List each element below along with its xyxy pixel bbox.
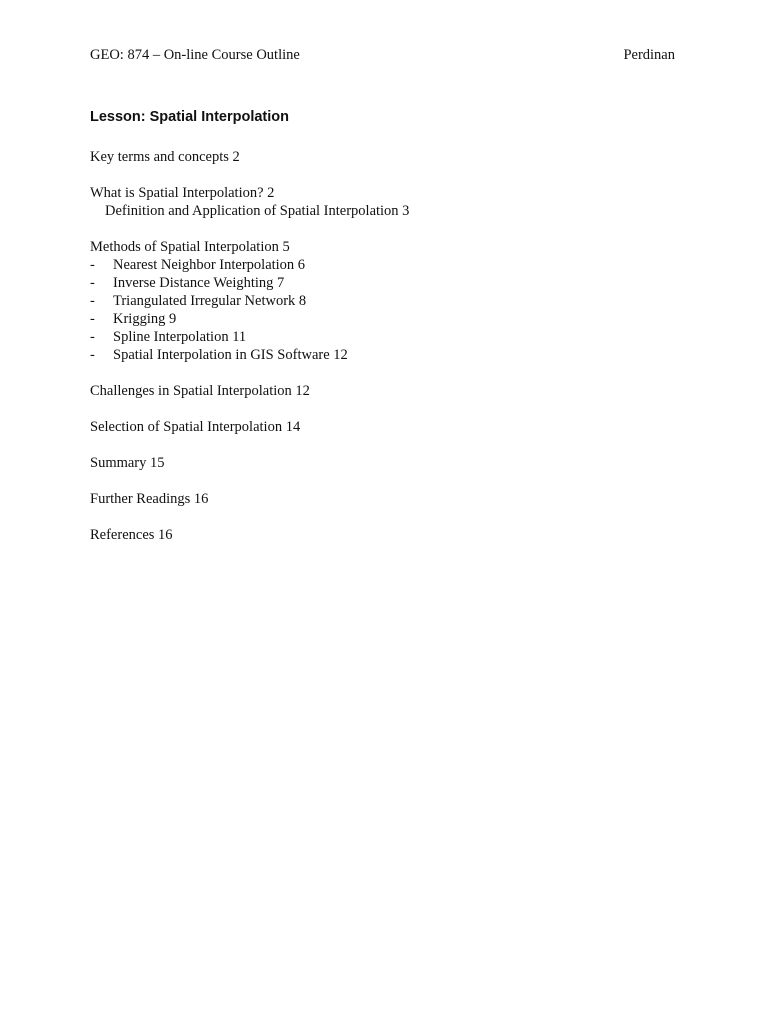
bullet-dash: - — [90, 293, 95, 309]
toc-section-what-is — [90, 184, 690, 220]
toc-method-item[interactable] — [90, 346, 690, 364]
toc-entry-further-readings[interactable]: Further Readings 16 — [90, 491, 209, 507]
toc-method-item[interactable] — [90, 292, 690, 310]
bullet-dash: - — [90, 347, 95, 363]
bullet-dash: - — [90, 275, 95, 291]
toc-entry-selection[interactable]: Selection of Spatial Interpolation 14 — [90, 419, 301, 435]
toc-method-item[interactable] — [90, 256, 690, 274]
toc-method-label: Nearest Neighbor Interpolation 6 — [113, 257, 306, 273]
course-header-text: GEO: 874 – On-line Course Outline — [90, 47, 300, 63]
toc-method-label: Inverse Distance Weighting 7 — [113, 275, 285, 291]
toc-entry-challenges[interactable]: Challenges in Spatial Interpolation 12 — [90, 383, 310, 399]
toc-method-item[interactable] — [90, 310, 690, 328]
toc-entry-methods[interactable]: Methods of Spatial Interpolation 5 — [90, 239, 290, 255]
toc-entry-key-terms[interactable]: Key terms and concepts 2 — [90, 149, 240, 165]
toc-section-references — [90, 526, 690, 544]
toc-section-summary — [90, 454, 690, 472]
toc-section-methods — [90, 238, 690, 364]
toc-entry-summary[interactable]: Summary 15 — [90, 455, 165, 471]
toc-entry-what-is[interactable]: What is Spatial Interpolation? 2 — [90, 185, 275, 201]
toc-method-label: Triangulated Irregular Network 8 — [113, 293, 307, 309]
toc-section-further-readings — [90, 490, 690, 508]
toc-section-selection — [90, 418, 690, 436]
bullet-dash: - — [90, 311, 95, 327]
toc-section-challenges — [90, 382, 690, 400]
toc-entry-definition[interactable]: Definition and Application of Spatial Interpolation 3 — [105, 203, 410, 219]
page-header — [90, 46, 675, 64]
toc-entry-references[interactable]: References 16 — [90, 527, 173, 543]
bullet-dash: - — [90, 329, 95, 345]
toc-section-key-terms — [90, 148, 690, 166]
toc-method-label: Spline Interpolation 11 — [113, 329, 247, 345]
toc-method-label: Krigging 9 — [113, 311, 177, 327]
lesson-title: Lesson: Spatial Interpolation — [90, 109, 289, 125]
author-header-text: Perdinan — [623, 47, 675, 63]
toc-method-item[interactable] — [90, 328, 690, 346]
table-of-contents — [90, 148, 690, 562]
bullet-dash: - — [90, 257, 95, 273]
toc-method-label: Spatial Interpolation in GIS Software 12 — [113, 347, 348, 363]
toc-method-item[interactable] — [90, 274, 690, 292]
